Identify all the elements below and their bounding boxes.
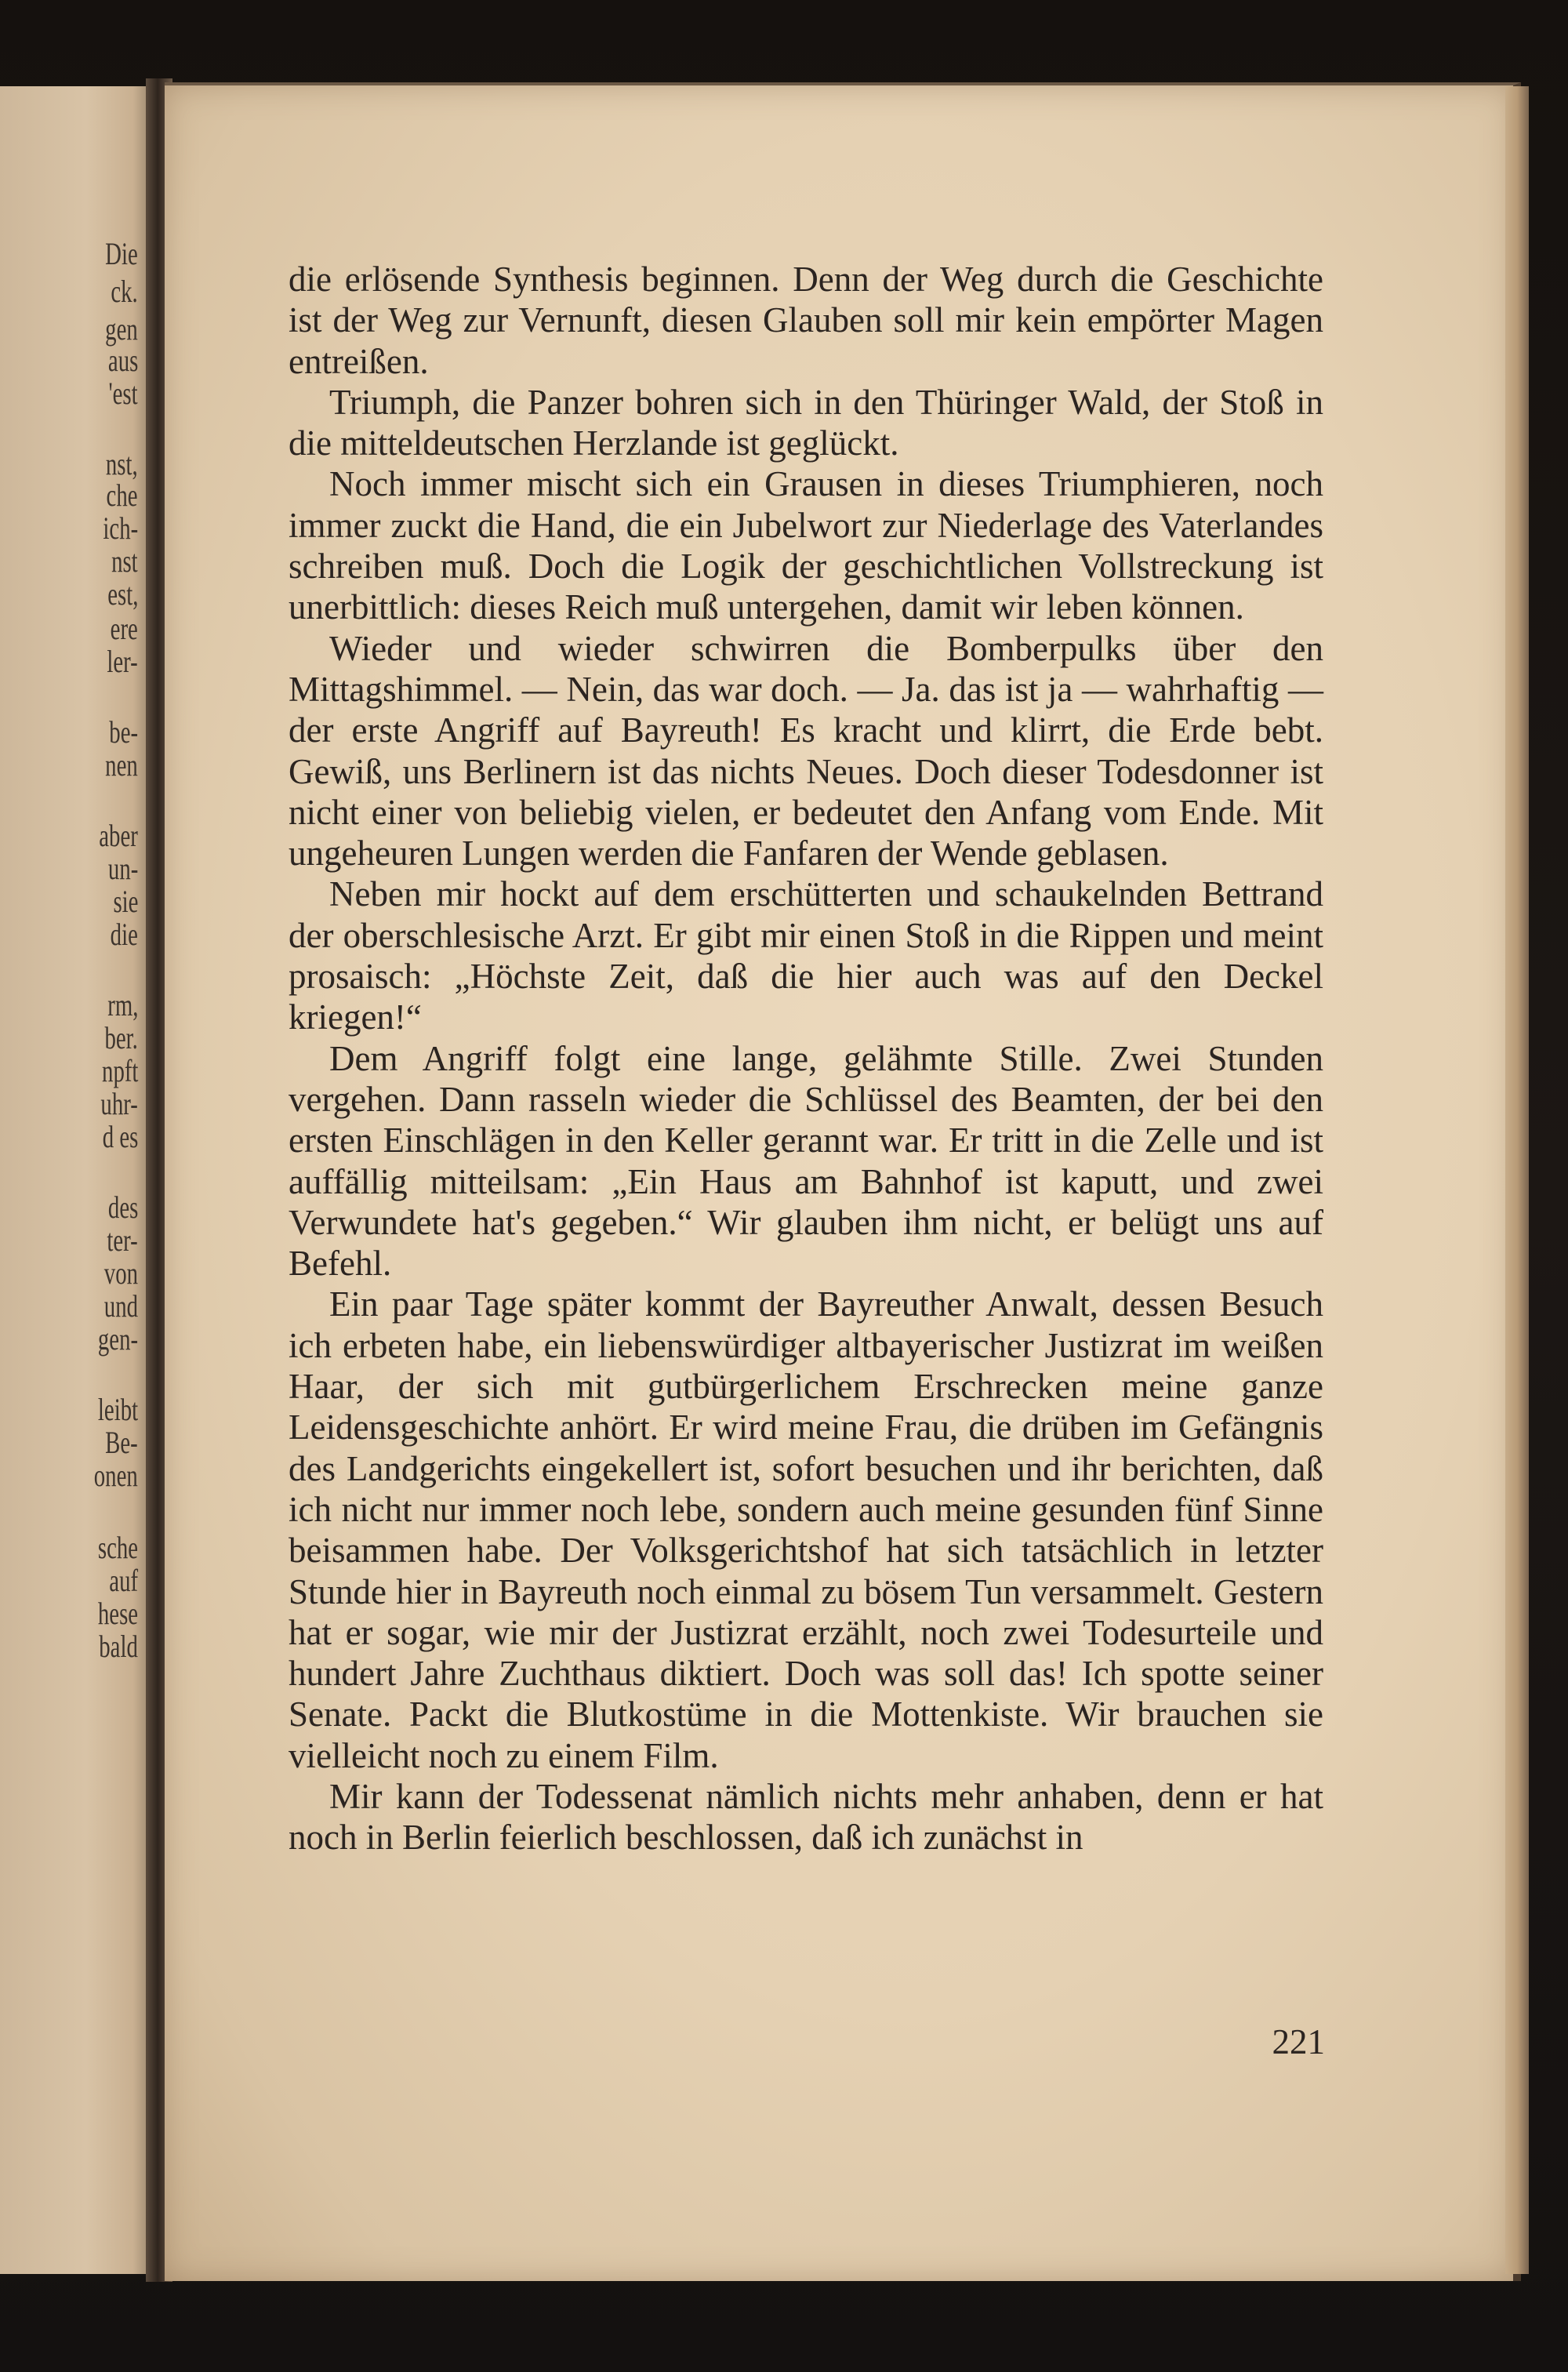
left-page-fragment: un- — [107, 851, 138, 886]
left-page-fragment: bald — [99, 1629, 138, 1664]
left-page-fragment: Die — [105, 236, 138, 271]
left-page-fragment: nst, — [106, 446, 138, 481]
left-page-fragment: ich- — [103, 510, 138, 546]
left-page-fragment: sche — [97, 1530, 138, 1565]
paragraph-2: Triumph, die Panzer bohren sich in den Thüringer Wald, der Stoß in die mitteldeutschen Herzlande ist geglückt. — [289, 382, 1323, 463]
left-page-fragment: hese — [97, 1596, 138, 1631]
left-page-fragment: gen — [105, 311, 138, 347]
page-edge — [1505, 86, 1529, 2274]
page-number: 221 — [1272, 2022, 1325, 2061]
left-page-fragment: gen- — [97, 1321, 138, 1357]
left-page-fragment: ber. — [104, 1020, 138, 1055]
left-page-fragment: est, — [107, 576, 138, 612]
left-page-fragment: aber — [99, 818, 138, 853]
left-page-fragment: von — [103, 1255, 138, 1291]
left-page-fragment: rm, — [107, 987, 138, 1023]
left-page-fragment: nst — [111, 543, 138, 579]
left-page-fragment: nen — [105, 747, 138, 783]
left-page-fragment: ler- — [107, 644, 138, 679]
paragraph-6: Dem Angriff folgt eine lange, gelähmte Stille. Zwei Stunden vergehen. Dann rasseln wieder die Schlüssel des Beamten, der bei den ersten Einschlägen in den Keller gerannt war. Er tritt in die Zelle und ist auffällig mitteilsam: „Ein Haus am Bahnhof ist kaputt, und zwei Verwundete hat's gegeben.“ Wir glauben ihm nicht, er belügt uns auf Befehl. — [289, 1038, 1323, 1284]
paragraph-4: Wieder und wieder schwirren die Bomberpulks über den Mittagshimmel. — Nein, das war doch. — Ja. das ist ja — wahrhaftig — der erste Angriff auf Bayreuth! Es kracht und klirrt, die Erde bebt. Gewiß, uns Berlinern ist das nichts Neues. Doch dieser Todesdonner ist nicht einer von beliebig vielen, er bedeutet den Anfang vom Ende. Mit ungeheuren Lungen werden die Fanfaren der Wende geblasen. — [289, 628, 1323, 874]
paragraph-8: Mir kann der Todessenat nämlich nichts mehr anhaben, denn er hat noch in Berlin feierlich beschlossen, daß ich zunächst in — [289, 1776, 1323, 1858]
left-page-fragment: und — [103, 1288, 138, 1324]
left-page-fragment: be- — [109, 714, 138, 750]
left-facing-page — [0, 86, 157, 2274]
left-page-fragment: d es — [102, 1119, 138, 1154]
paragraph-5: Neben mir hockt auf dem erschütterten und schaukelnden Bettrand der oberschlesische Arzt. Er gibt mir einen Stoß in die Rippen und meint prosaisch: „Höchste Zeit, daß die hier auch was auf den Deckel kriegen!“ — [289, 874, 1323, 1037]
left-page-fragment: npft — [101, 1053, 138, 1088]
paragraph-1: die erlösende Synthesis beginnen. Denn der Weg durch die Geschichte ist der Weg zur Vernunft, diesen Glauben soll mir kein empörter Magen entreißen. — [289, 260, 1323, 381]
left-page-fragment: Be- — [105, 1425, 138, 1460]
left-page-fragment: leibt — [97, 1392, 138, 1427]
paragraph-3: Noch immer mischt sich ein Grausen in dieses Triumphieren, noch immer zuckt die Hand, die ein Jubelwort zur Niederlage des Vaterlandes schreiben muß. Doch die Logik der geschichtlichen Vollstreckung ist unerbittlich: dieses Reich muß untergehen, damit wir leben können. — [289, 464, 1323, 627]
left-page-fragment: sie — [113, 884, 138, 919]
left-page-fragment: ere — [110, 611, 138, 646]
left-page-fragment: che — [107, 478, 138, 513]
paragraph-7: Ein paar Tage später kommt der Bayreuther Anwalt, dessen Besuch ich erbeten habe, ein liebenswürdiger altbayerischer Justizrat im weißen Haar, der sich mit gutbürgerlichem Erschrecken meine ganze Leidensgeschichte anhört. Er wird meine Frau, die drüben im Gefängnis des Landgerichts eingekellert ist, sofort besuchen und ihr berichten, daß ich nicht nur immer noch lebe, sondern auch meine gesunden fünf Sinne beisammen habe. Der Volksgerichtshof hat sich tatsächlich in letzter Stunde hier in Bayreuth noch einmal zu bösem Tun versammelt. Gestern hat er sogar, wie mir der Justizrat erzählt, noch zwei Todesurteile und hundert Jahre Zuchthaus diktiert. Doch was soll das! Ich spotte seiner Senate. Packt die Blutkostüme in die Mottenkiste. Wir brauchen sie vielleicht noch zu einem Film. — [289, 1284, 1323, 1775]
left-page-fragment: 'est — [108, 376, 138, 411]
left-page-fragment: auf — [109, 1563, 138, 1598]
left-page-fragment: onen — [94, 1458, 138, 1493]
left-page-fragment: die — [110, 917, 138, 952]
left-page-fragment: des — [107, 1190, 138, 1225]
left-page-fragment: aus — [107, 343, 138, 378]
body-text — [289, 259, 1323, 1858]
left-page-fragment: ter- — [107, 1222, 138, 1258]
left-page-fragment: uhr- — [100, 1086, 138, 1121]
left-page-fragment: ck. — [111, 274, 138, 309]
